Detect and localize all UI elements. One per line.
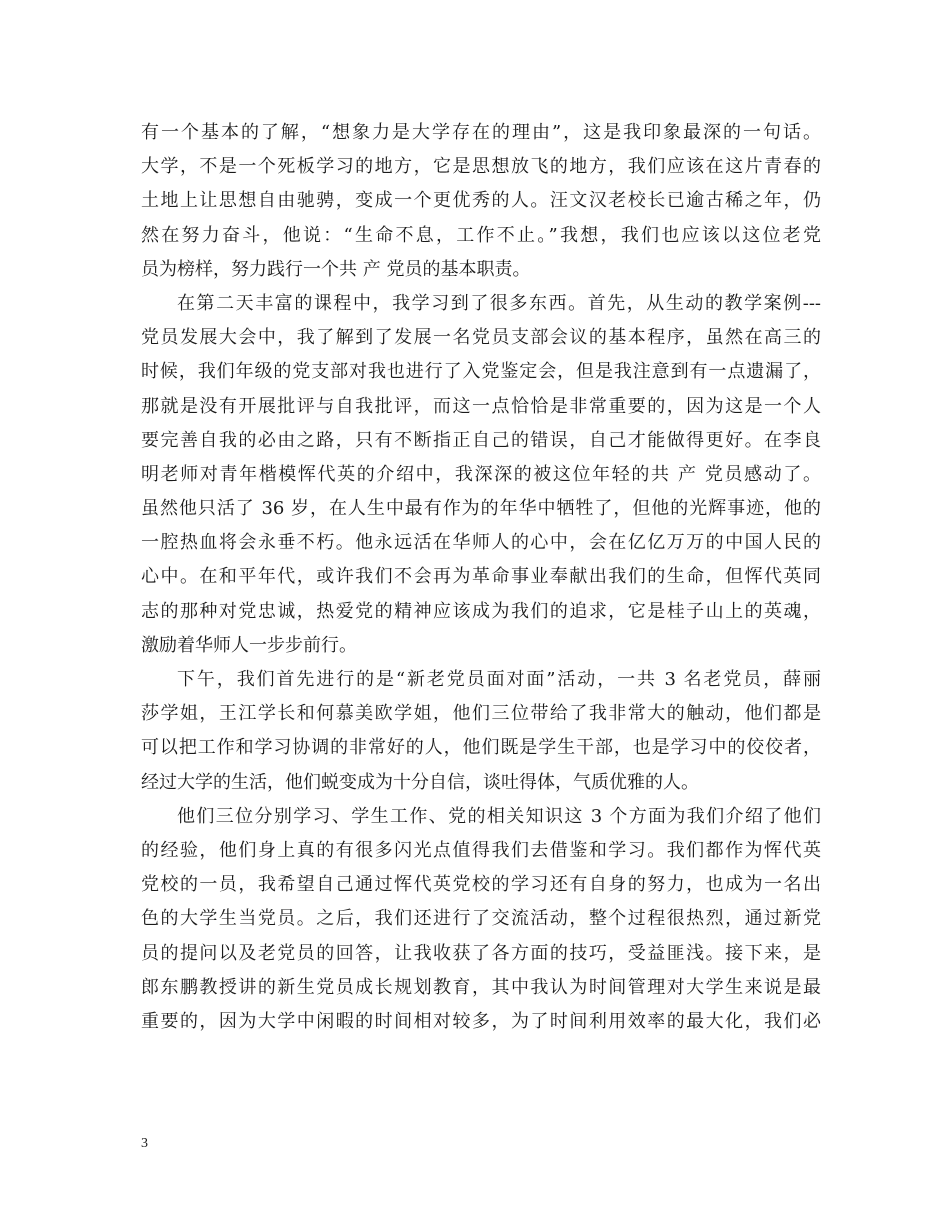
text-line: 在第二天丰富的课程中，我学习到了很多东西。首先，从生动的教学案例---: [177, 292, 821, 314]
text-line: 明老师对青年楷模恽代英的介绍中，我深深的被这位年轻的共 产 党员感动了。: [141, 463, 821, 485]
text-line: 志的那种对党忠诚，热爱党的精神应该成为我们的追求，它是桂子山上的英魂，: [141, 600, 821, 622]
text-line: 郎东鹏教授讲的新生党员成长规划教育，其中我认为时间管理对大学生来说是最: [141, 976, 821, 998]
text-line: 可以把工作和学习协调的非常好的人，他们既是学生干部，也是学习中的佼佼者，: [141, 737, 821, 759]
text-line: 大学，不是一个死板学习的地方，它是思想放飞的地方，我们应该在这片青春的: [141, 156, 821, 178]
document-body: [141, 116, 821, 1039]
text-line: 然在努力奋斗，他说：“生命不息，工作不止。”我想，我们也应该以这位老党: [141, 224, 821, 246]
paragraph: [141, 800, 821, 1039]
text-line: 时候，我们年级的党支部对我也进行了入党鉴定会，但是我注意到有一点遗漏了，: [141, 361, 821, 383]
text-line: 员的提问以及老党员的回答，让我收获了各方面的技巧，受益匪浅。接下来，是: [141, 942, 821, 964]
text-line: 重要的，因为大学中闲暇的时间相对较多，为了时间利用效率的最大化，我们必: [141, 1010, 821, 1032]
text-line: 莎学姐，王江学长和何慕美欧学姐，他们三位带给了我非常大的触动，他们都是: [141, 703, 821, 725]
text-line: 土地上让思想自由驰骋，变成一个更优秀的人。汪文汉老校长已逾古稀之年，仍: [141, 190, 821, 212]
paragraph: [141, 663, 821, 800]
text-line: 员为榜样，努力践行一个共 产 党员的基本职责。: [141, 258, 531, 280]
text-line: 的经验，他们身上真的有很多闪光点值得我们去借鉴和学习。我们都作为恽代英: [141, 839, 821, 861]
text-line: 有一个基本的了解，“想象力是大学存在的理由”，这是我印象最深的一句话。: [141, 122, 821, 143]
text-line: 虽然他只活了 36 岁，在人生中最有作为的年华中牺牲了，但他的光辉事迹，他的: [141, 498, 821, 520]
text-line: 要完善自我的必由之路，只有不断指正自己的错误，自己才能做得更好。在李良: [141, 429, 821, 451]
page-number: 3: [141, 1136, 148, 1151]
text-line: 那就是没有开展批评与自我批评，而这一点恰恰是非常重要的，因为这是一个人: [141, 395, 821, 417]
text-line: 下午，我们首先进行的是“新老党员面对面”活动，一共 3 名老党员，薛丽: [177, 669, 821, 690]
text-line: 一腔热血将会永垂不朽。他永远活在华师人的心中，会在亿亿万万的中国人民的: [141, 532, 821, 554]
text-line: 经过大学的生活，他们蜕变成为十分自信，谈吐得体，气质优雅的人。: [141, 771, 699, 793]
paragraph: [141, 287, 821, 663]
text-line: 心中。在和平年代，或许我们不会再为革命事业奉献出我们的生命，但恽代英同: [141, 566, 821, 588]
paragraph: [141, 116, 821, 287]
text-line: 色的大学生当党员。之后，我们还进行了交流活动，整个过程很热烈，通过新党: [141, 908, 821, 930]
text-line: 党员发展大会中，我了解到了发展一名党员支部会议的基本程序，虽然在高三的: [141, 327, 821, 349]
text-line: 激励着华师人一步步前行。: [141, 634, 357, 656]
text-line: 党校的一员，我希望自己通过恽代英党校的学习还有自身的努力，也成为一名出: [141, 874, 821, 896]
text-line: 他们三位分别学习、学生工作、党的相关知识这 3 个方面为我们介绍了他们: [177, 805, 821, 827]
